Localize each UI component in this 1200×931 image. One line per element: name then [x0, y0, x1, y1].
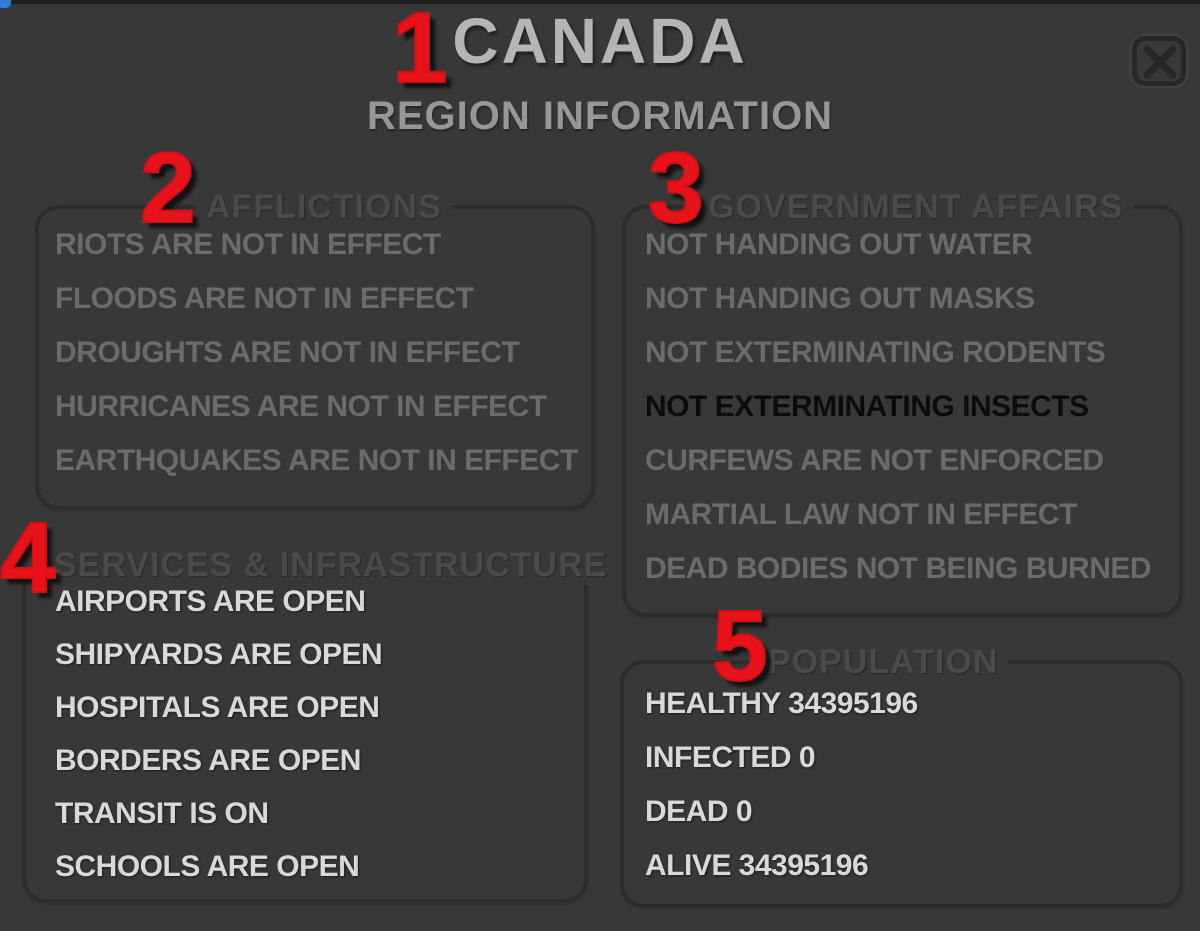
region-title: CANADA: [452, 5, 748, 77]
services-list: [55, 575, 565, 893]
services-header: SERVICES & INFRASTRUCTURE: [44, 545, 617, 585]
service-status-transit[interactable]: TRANSIT IS ON: [55, 796, 269, 830]
affliction-status-hurricanes: HURRICANES ARE NOT IN EFFECT: [55, 390, 547, 423]
annotation-marker-2: 2: [140, 132, 196, 244]
population-stat-alive: ALIVE 34395196: [645, 849, 869, 882]
service-status-schools[interactable]: SCHOOLS ARE OPEN: [55, 849, 360, 883]
government-status-water[interactable]: NOT HANDING OUT WATER: [645, 228, 1033, 261]
population-stat-healthy: HEALTHY 34395196: [645, 687, 918, 720]
government-status-martial-law[interactable]: MARTIAL LAW NOT IN EFFECT: [645, 498, 1077, 531]
government-status-rodents[interactable]: NOT EXTERMINATING RODENTS: [645, 336, 1106, 369]
close-button[interactable]: [1132, 36, 1186, 86]
dialog-subtitle: REGION INFORMATION: [366, 94, 834, 138]
affliction-status-earthquakes: EARTHQUAKES ARE NOT IN EFFECT: [55, 444, 578, 477]
population-header: POPULATION: [758, 642, 1008, 682]
population-list: [645, 677, 1165, 893]
annotation-marker-4: 4: [0, 502, 56, 614]
annotation-marker-1: 1: [392, 0, 448, 104]
government-status-insects[interactable]: NOT EXTERMINATING INSECTS: [645, 390, 1089, 423]
population-stat-dead: DEAD 0: [645, 795, 753, 828]
annotation-marker-5: 5: [712, 590, 768, 702]
government-header: GOVERNMENT AFFAIRS: [698, 187, 1133, 227]
government-status-curfews[interactable]: CURFEWS ARE NOT ENFORCED: [645, 444, 1104, 477]
close-icon: [1142, 45, 1178, 79]
affliction-status-floods: FLOODS ARE NOT IN EFFECT: [55, 282, 474, 315]
service-status-hospitals[interactable]: HOSPITALS ARE OPEN: [55, 690, 380, 724]
government-list: [645, 218, 1175, 596]
affliction-status-riots: RIOTS ARE NOT IN EFFECT: [55, 228, 441, 261]
government-status-dead-bodies[interactable]: DEAD BODIES NOT BEING BURNED: [645, 552, 1152, 585]
afflictions-list: [55, 218, 578, 488]
service-status-borders[interactable]: BORDERS ARE OPEN: [55, 743, 361, 777]
service-status-shipyards[interactable]: SHIPYARDS ARE OPEN: [55, 637, 383, 671]
affliction-status-droughts: DROUGHTS ARE NOT IN EFFECT: [55, 336, 520, 369]
population-stat-infected: INFECTED 0: [645, 741, 816, 774]
government-status-masks[interactable]: NOT HANDING OUT MASKS: [645, 282, 1035, 315]
service-status-airports[interactable]: AIRPORTS ARE OPEN: [55, 584, 366, 618]
annotation-marker-3: 3: [648, 132, 704, 244]
afflictions-header: AFFLICTIONS: [196, 187, 452, 227]
